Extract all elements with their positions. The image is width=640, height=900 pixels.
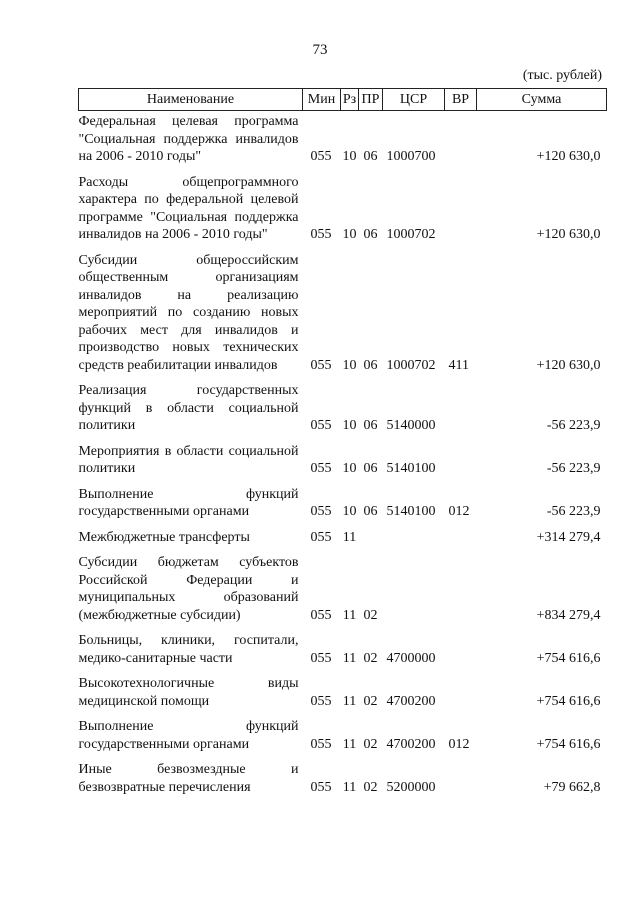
cell-pr: 02	[363, 693, 378, 709]
cell-rz: 11	[342, 607, 357, 623]
cell-pr: 06	[363, 504, 378, 519]
budget-table	[78, 88, 607, 798]
cell-min: 055	[310, 779, 332, 795]
cell-csr: 5140000	[386, 418, 436, 433]
cell-sum: +120 630,0	[536, 149, 601, 164]
table-row	[79, 437, 607, 480]
cell-name: Больницы, клиники, госпитали, медико-санитарные части	[78, 633, 299, 666]
cell-sum: +120 630,0	[536, 357, 601, 373]
cell-name: Высокотехнологичные виды медицинской помощи	[78, 676, 299, 709]
cell-rz: 10	[342, 504, 357, 519]
table-row	[79, 755, 607, 798]
cell-name: Федеральная целевая программа "Социальная поддержка инвалидов на 2006 - 2010 годы"	[78, 114, 299, 164]
table-row	[79, 480, 607, 523]
cell-pr: 02	[363, 779, 378, 795]
cell-vr	[445, 523, 477, 549]
cell-vr	[445, 376, 477, 437]
cell-min: 055	[310, 529, 332, 545]
cell-csr: 4700000	[386, 650, 436, 666]
table-row	[79, 376, 607, 437]
cell-min: 055	[310, 418, 332, 433]
cell-csr	[383, 548, 445, 626]
header-csr: ЦСР	[383, 89, 445, 111]
cell-min: 055	[310, 227, 332, 242]
cell-min: 055	[310, 149, 332, 164]
table-row	[79, 168, 607, 246]
cell-rz: 10	[342, 227, 357, 242]
cell-rz: 10	[342, 418, 357, 433]
cell-name: Расходы общепрограммного характера по федеральной целевой программе "Социальная поддержка инвалидов на 2006 - 2010 годы"	[78, 174, 299, 242]
cell-name: Выполнение функций государственными органами	[78, 719, 299, 752]
cell-rz: 11	[342, 650, 357, 666]
cell-name: Иные безвозмездные и безвозвратные перечисления	[78, 762, 299, 795]
cell-name: Выполнение функций государственными органами	[78, 486, 299, 519]
cell-csr: 5200000	[386, 779, 436, 795]
cell-pr: 02	[363, 650, 378, 666]
cell-rz: 10	[342, 149, 357, 164]
cell-pr: 06	[363, 461, 378, 476]
cell-pr	[359, 523, 383, 549]
cell-vr	[445, 168, 477, 246]
cell-vr	[445, 437, 477, 480]
cell-rz: 11	[342, 736, 357, 752]
cell-min: 055	[310, 504, 332, 519]
cell-csr: 4700200	[386, 693, 436, 709]
cell-min: 055	[310, 461, 332, 476]
cell-sum: +120 630,0	[536, 227, 601, 242]
cell-vr: 012	[448, 504, 470, 519]
table-row	[79, 626, 607, 669]
cell-vr	[445, 626, 477, 669]
cell-sum: +79 662,8	[543, 779, 601, 795]
cell-sum: +754 616,6	[536, 736, 601, 752]
cell-min: 055	[310, 693, 332, 709]
cell-rz: 10	[342, 461, 357, 476]
header-pr: ПР	[359, 89, 383, 111]
cell-sum: +314 279,4	[536, 529, 601, 545]
cell-vr	[445, 669, 477, 712]
cell-vr	[445, 755, 477, 798]
cell-csr: 5140100	[386, 461, 436, 476]
cell-rz: 11	[342, 693, 357, 709]
cell-csr	[383, 523, 445, 549]
cell-pr: 06	[363, 227, 378, 242]
cell-min: 055	[310, 607, 332, 623]
cell-name: Межбюджетные трансферты	[78, 529, 250, 545]
cell-name: Мероприятия в области социальной политики	[78, 443, 299, 476]
cell-min: 055	[310, 736, 332, 752]
cell-sum: -56 223,9	[546, 461, 601, 476]
cell-min: 055	[310, 650, 332, 666]
cell-sum: -56 223,9	[546, 504, 601, 519]
cell-sum: +834 279,4	[536, 607, 601, 623]
table-header-row	[79, 89, 607, 111]
cell-pr: 02	[363, 607, 378, 623]
header-rz: Рз	[341, 89, 359, 111]
cell-name: Субсидии бюджетам субъектов Российской Федерации и муниципальных образований (межбюджетные субсидии)	[78, 555, 299, 623]
cell-csr: 5140100	[386, 504, 436, 519]
units-label: (тыс. рублей)	[522, 68, 602, 83]
cell-sum: +754 616,6	[536, 650, 601, 666]
cell-rz: 10	[342, 357, 357, 373]
cell-csr: 1000702	[386, 227, 436, 242]
cell-name: Субсидии общероссийским общественным организациям инвалидов на реализацию мероприятий по созданию новых рабочих мест для инвалидов и производство новых технических средств реабилитации инвалидов	[78, 252, 299, 373]
cell-sum: +754 616,6	[536, 693, 601, 709]
cell-name: Реализация государственных функций в области социальной политики	[78, 383, 299, 433]
table-row	[79, 712, 607, 755]
cell-csr: 4700200	[386, 736, 436, 752]
cell-vr: 411	[448, 357, 469, 373]
cell-pr: 06	[363, 357, 378, 373]
cell-pr: 06	[363, 149, 378, 164]
table-row	[79, 111, 607, 168]
cell-rz: 11	[342, 779, 357, 795]
cell-vr	[445, 548, 477, 626]
table-body	[79, 111, 607, 799]
table-row	[79, 523, 607, 549]
cell-pr: 02	[363, 736, 378, 752]
table-row	[79, 246, 607, 377]
cell-csr: 1000702	[386, 357, 436, 373]
cell-sum: -56 223,9	[546, 418, 601, 433]
header-name: Наименование	[79, 89, 303, 111]
page-number: 73	[312, 42, 328, 58]
header-sum: Сумма	[477, 89, 607, 111]
cell-vr: 012	[448, 736, 470, 752]
table-row	[79, 548, 607, 626]
cell-min: 055	[310, 357, 332, 373]
table-row	[79, 669, 607, 712]
cell-csr: 1000700	[386, 149, 436, 164]
header-vr: ВР	[445, 89, 477, 111]
cell-pr: 06	[363, 418, 378, 433]
header-min: Мин	[303, 89, 341, 111]
cell-rz: 11	[342, 529, 357, 545]
cell-vr	[445, 111, 477, 168]
